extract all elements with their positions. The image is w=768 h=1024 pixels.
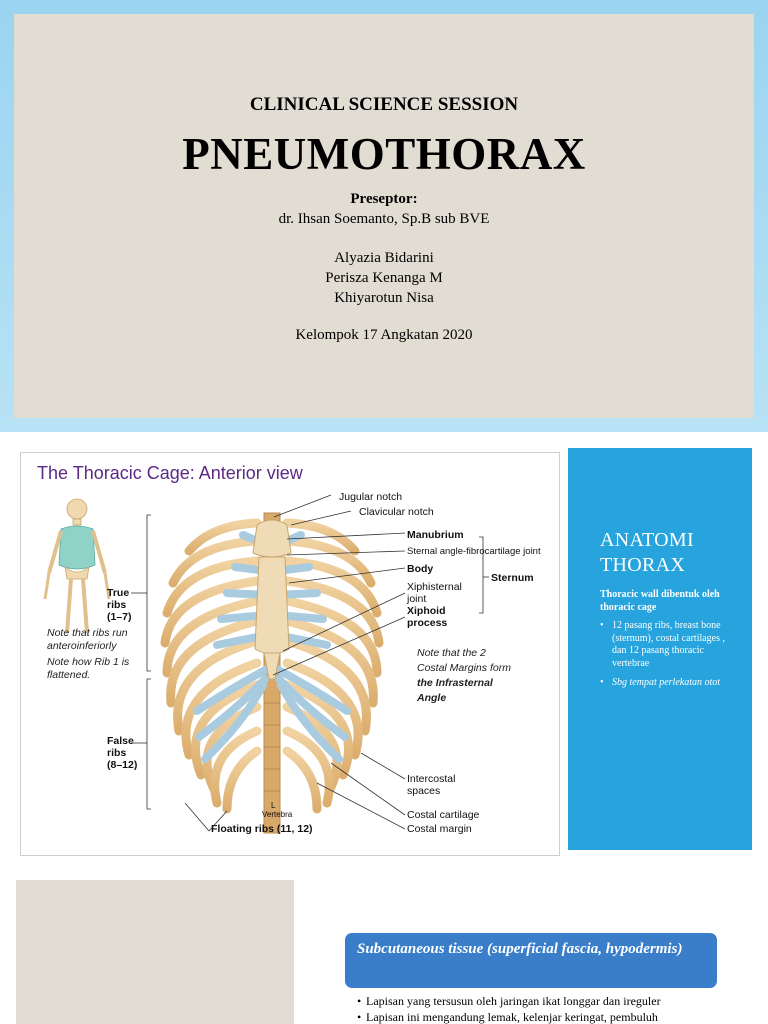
preceptor-name: dr. Ihsan Soemanto, Sp.B sub BVE [278,211,490,227]
figure-title: The Thoracic Cage: Anterior view [37,463,303,483]
anatomy-side-panel [568,448,752,850]
label-sternal-angle: Sternal angle-fibrocartilage joint [407,546,541,557]
bullet-item: • Lapisan ini mengandung lemak, kelenjar keringat, pembuluh [366,1009,661,1024]
side-bullet-list [612,620,740,697]
skeleton-thumbnail-icon [45,499,109,633]
presentation-title: PNEUMOTHORAX [182,129,586,179]
preceptor-label: Preseptor: [350,191,418,207]
section-title-box: Subcutaneous tissue (superficial fascia, hypodermis) [345,933,717,988]
group-label: Kelompok 17 Angkatan 2020 [295,327,473,343]
thoracic-cage-figure [20,452,560,856]
side-heading-line: THORAX [600,554,686,576]
figure-note-right: Angle [417,692,447,704]
author-name: Alyazia Bidarini [334,250,434,266]
label-vertebra: L [271,801,276,810]
sternum [253,520,291,679]
label-vertebra: Vertebra [262,810,293,819]
label-intercostal-spaces: spaces [407,785,441,797]
label-floating-ribs: Floating ribs (11, 12) [211,823,313,835]
rib-cage [165,513,379,833]
side-heading [600,528,694,578]
label-false-ribs: ribs [107,747,127,759]
title-slide-panel [14,14,754,418]
label-true-ribs: True [107,587,130,599]
figure-note-right: the Infrasternal [417,677,493,689]
label-false-ribs: (8–12) [107,759,138,771]
side-heading-line: ANATOMI [600,529,694,551]
label-costal-cartilage: Costal cartilage [407,809,480,821]
label-costal-margin: Costal margin [407,823,472,835]
figure-note-left: Note how Rib 1 is [47,656,130,668]
side-bullet: • Sbg tempat perlekatan otot [612,677,740,690]
figure-note-left: Note that ribs run [47,627,128,639]
figure-note-right: Note that the 2 [417,647,486,659]
label-false-ribs: False [107,735,134,747]
author-name: Khiyarotun Nisa [334,290,434,306]
label-jugular-notch: Jugular notch [339,491,403,503]
session-label: CLINICAL SCIENCE SESSION [249,94,519,115]
bullet-list [366,993,661,1024]
side-intro: Thoracic wall dibentuk oleh thoracic cage [600,589,720,613]
slide-panel [16,880,294,1024]
label-xiphoid-process: process [407,617,448,629]
label-true-ribs: ribs [107,599,127,611]
label-manubrium: Manubrium [407,529,464,541]
label-true-ribs: (1–7) [107,611,132,623]
subcutaneous-slide [0,864,768,1024]
author-name: Perisza Kenanga M [325,270,443,286]
title-slide [0,0,768,432]
side-bullet: • 12 pasang ribs, breast bone (sternum), costal cartilages , dan 12 pasang thoracic vertebrae [612,620,740,670]
label-xiphoid-process: Xiphoid [407,605,446,617]
bullet-item: • Lapisan yang tersusun oleh jaringan ikat longgar dan ireguler [366,993,661,1009]
label-xiphisternal-joint: Xiphisternal [407,581,462,593]
figure-note-right: Costal Margins form [417,662,511,674]
label-clavicular-notch: Clavicular notch [359,506,434,518]
label-sternum: Sternum [491,572,534,584]
figure-note-left: anteroinferiorly [47,640,117,652]
label-body: Body [407,563,434,575]
anatomy-slide [0,432,768,864]
figure-note-left: flattened. [47,669,91,681]
label-intercostal-spaces: Intercostal [407,773,456,785]
label-xiphisternal-joint: joint [407,593,427,605]
